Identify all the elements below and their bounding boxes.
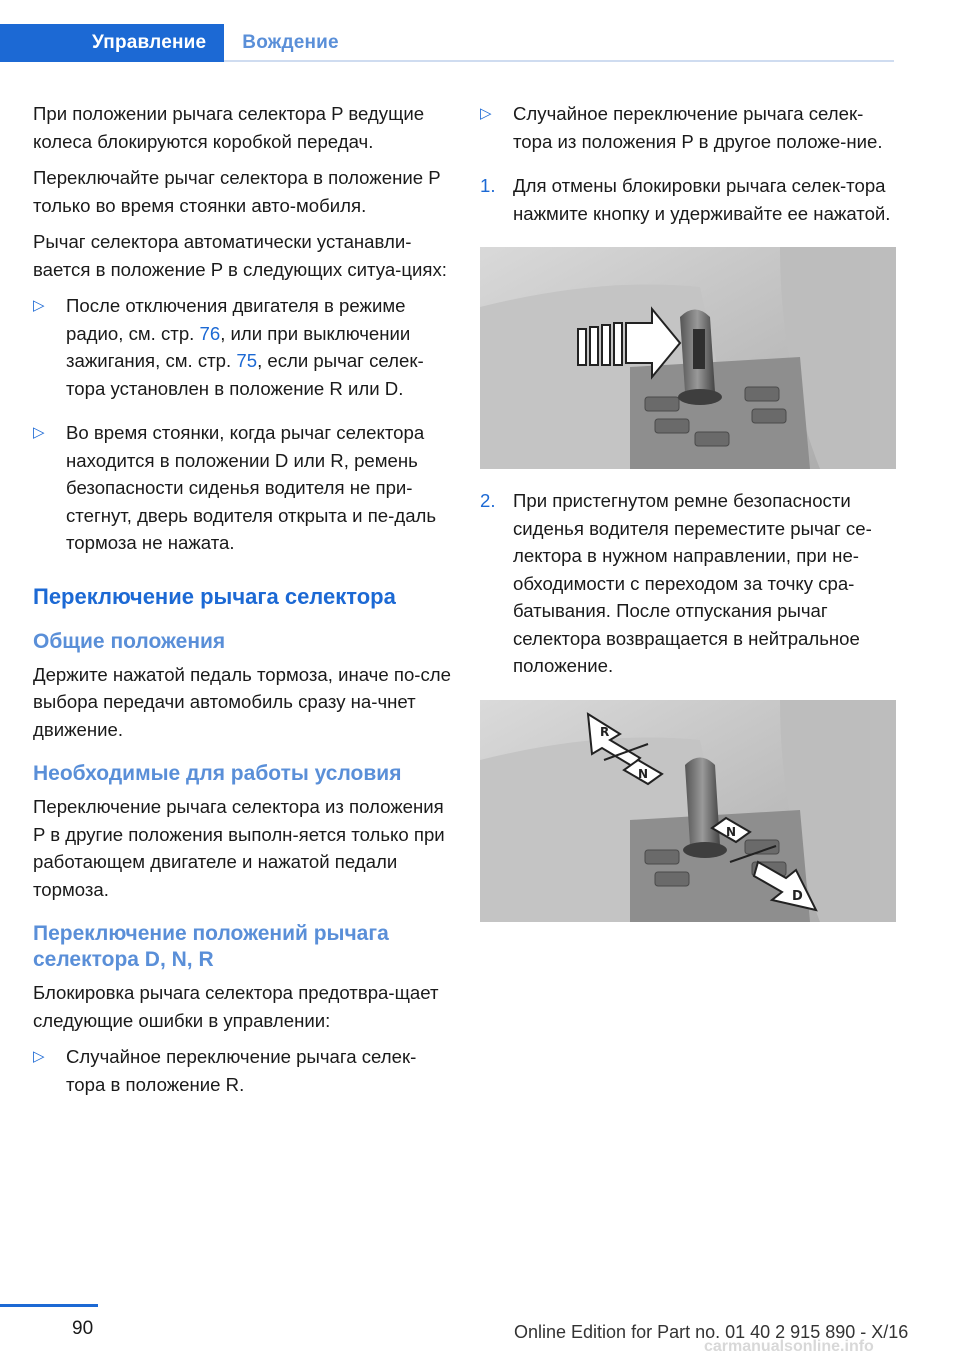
triangle-bullet-icon: ▷ bbox=[33, 297, 45, 314]
triangle-bullet-icon: ▷ bbox=[33, 1048, 45, 1065]
page-link[interactable]: 76 bbox=[199, 322, 221, 344]
paragraph: Переключайте рычаг селектора в положение P только во время стоянки авто‐мобиля. bbox=[33, 167, 441, 216]
list-item bbox=[480, 100, 896, 155]
list-item bbox=[33, 1043, 451, 1098]
step-text: При пристегнутом ремне безопасности сиденья водителя переместите рычаг се‐лектора в нужном направлении, при не‐обходимости с переходом за точку сра‐батывания. После отпускания рычаг селектора возвращается в нейтральное положение. bbox=[513, 490, 872, 676]
right-column bbox=[480, 100, 896, 940]
paragraph: Держите нажатой педаль тормоза, иначе по‐сле выбора передачи автомобиль сразу на‐чнет движение. bbox=[33, 663, 451, 740]
edition-text: Online Edition for Part no. 01 40 2 915 890 - X/16 bbox=[514, 1322, 909, 1342]
tab-controls[interactable]: Управление bbox=[0, 24, 224, 62]
list-item bbox=[33, 419, 451, 557]
figure-unlock-button bbox=[480, 247, 896, 469]
list-item-text: Случайное переключение рычага селек‐тора из положения P в другое положе‐ние. bbox=[513, 103, 883, 152]
subsection-title: Необходимые для работы условия bbox=[33, 762, 402, 785]
step-item bbox=[480, 172, 896, 227]
left-column bbox=[33, 100, 451, 1115]
page-number: 90 bbox=[72, 1318, 94, 1339]
list-item-text: , или при выключении зажигания, см. стр. bbox=[66, 322, 411, 371]
subsection-title: Переключение положений рычага селектора D, N, R bbox=[33, 922, 389, 971]
header-tabs bbox=[0, 24, 357, 62]
watermark: carmanualsonline.info bbox=[704, 1338, 874, 1355]
paragraph: Рычаг селектора автоматически устанавли‐вается в положение P в следующих ситуа‐циях: bbox=[33, 231, 447, 280]
header-divider bbox=[224, 60, 894, 62]
gear-selector-shift-illustration bbox=[480, 700, 896, 922]
subsection-title: Общие положения bbox=[33, 629, 226, 653]
label-n: N bbox=[638, 766, 649, 781]
footer-line bbox=[0, 1304, 98, 1307]
triangle-bullet-icon: ▷ bbox=[33, 424, 45, 441]
figure-shift-positions bbox=[480, 700, 896, 922]
paragraph: При положении рычага селектора P ведущие колеса блокируются коробкой передач. bbox=[33, 103, 425, 152]
step-number: 1. bbox=[480, 175, 496, 196]
label-n: N bbox=[726, 824, 737, 839]
list-item-text: Случайное переключение рычага селек‐тора в положение R. bbox=[66, 1046, 417, 1095]
label-d: D bbox=[792, 888, 803, 904]
page-link[interactable]: 75 bbox=[236, 350, 258, 371]
step-number: 2. bbox=[480, 490, 496, 511]
list-item bbox=[33, 292, 451, 402]
section-title: Переключение рычага селектора bbox=[33, 583, 396, 609]
gear-selector-unlock-illustration bbox=[480, 247, 896, 469]
step-text: Для отмены блокировки рычага селек‐тора нажмите кнопку и удерживайте ее нажатой. bbox=[513, 175, 891, 224]
tab-driving[interactable]: Вождение bbox=[242, 32, 339, 53]
paragraph: Блокировка рычага селектора предотвра‐щает следующие ошибки в управлении: bbox=[33, 982, 439, 1031]
list-item-text: Во время стоянки, когда рычаг селектора находится в положении D или R, ремень безопасности сиденья водителя не при‐стегнут, дверь водителя открыта и пе‐даль тормоза не нажата. bbox=[66, 422, 437, 553]
list-item-text: , если рычаг селек‐тора установлен в положение R или D. bbox=[66, 350, 424, 399]
label-r: R bbox=[600, 724, 610, 739]
list-item-text: После отключения двигателя в режиме радио, см. стр. bbox=[66, 295, 406, 344]
triangle-bullet-icon: ▷ bbox=[480, 105, 492, 122]
paragraph: Переключение рычага селектора из положения P в другие положения выполн‐яется только при работающем двигателе и нажатой педали тормоза. bbox=[33, 796, 445, 900]
step-item bbox=[480, 487, 896, 680]
